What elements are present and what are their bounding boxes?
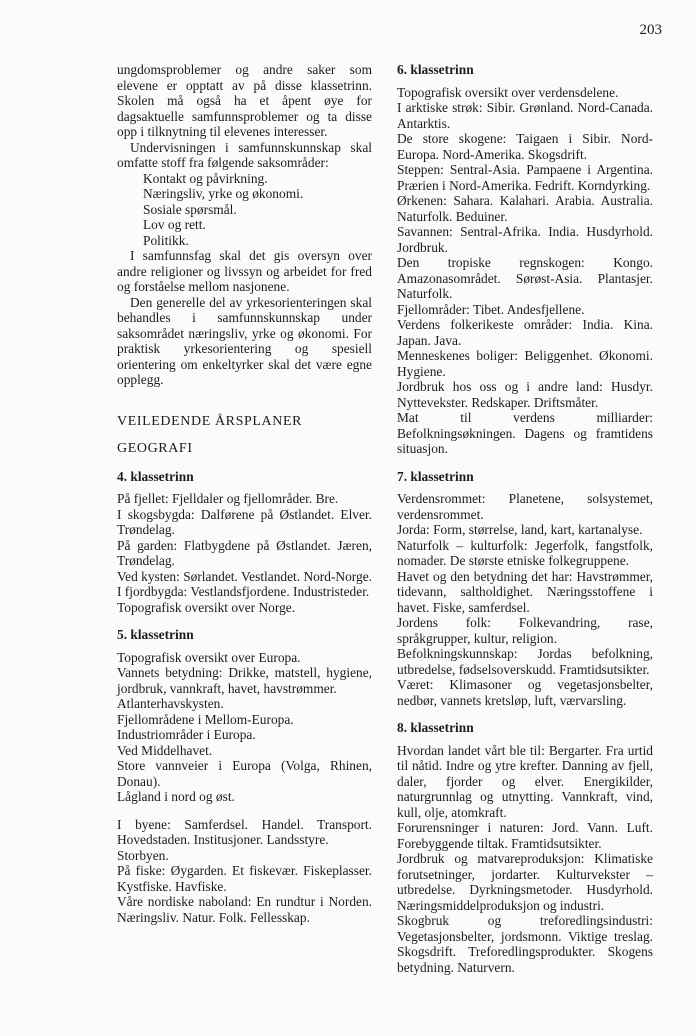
plan-line: I byene: Samferdsel. Handel. Transport. Hovedstaden. Institusjoner. Landsstyre. [117, 816, 372, 847]
plan-line: Topografisk oversikt over Norge. [117, 599, 296, 615]
grade-heading: 8. klassetrinn [397, 720, 474, 735]
plan-line: Storbyen. [117, 847, 169, 863]
plan-line: Jordbruk hos oss og i andre land: Husdyr. Nyttevekster. Redskaper. Driftsmåter. [397, 379, 653, 410]
plan-line: I arktiske strøk: Sibir. Grønland. Nord-Canada. Antarktis. [397, 100, 653, 131]
plan-line: Verdens folkerikeste områder: India. Kina. Japan. Java. [397, 317, 653, 348]
plan-line: Forurensninger i naturen: Jord. Vann. Luft. Forebyggende tiltak. Framtidsutsikter. [397, 820, 653, 851]
plan-line: Ørkenen: Sahara. Kalahari. Arabia. Australia. Naturfolk. Beduiner. [397, 193, 653, 224]
page-number: 203 [639, 22, 662, 38]
plan-line: Topografisk oversikt over verdensdelene. [397, 84, 619, 100]
subject-area-item: Politikk. [143, 232, 189, 248]
plan-line: Fjellområder: Tibet. Andesfjellene. [397, 301, 585, 317]
intro-paragraph: ungdomsproblemer og andre saker som elevene er opptatt av på disse klassetrinn. Skolen må også ha et åpent øye for dagsaktuelle samfunnsproblemer og ta disse opp i tilknytning til elevenes interesser. [117, 62, 372, 139]
body-paragraph: I samfunnsfag skal det gis oversyn over andre religioner og livssyn og arbeidet for fred og forståelse mellom nasjonene. [117, 248, 372, 294]
plan-line: Fjellområdene i Mellom-Europa. [117, 711, 294, 727]
grade-heading: 6. klassetrinn [397, 62, 474, 77]
plan-line: Været: Klimasoner og vegetasjonsbelter, nedbør, vannets kretsløp, luft, værvarsling. [397, 677, 653, 708]
plan-line: Savannen: Sentral-Afrika. India. Husdyrhold. Jordbruk. [397, 224, 653, 255]
plan-line: Havet og den betydning det har: Havstrømmer, tidevann, saltholdighet. Næringsstoffene i havet. Fiske, samferdsel. [397, 568, 653, 615]
section-heading: VEILEDENDE ÅRSPLANER [117, 413, 303, 429]
grade-heading: 4. klassetrinn [117, 468, 194, 484]
plan-line: Industriområder i Europa. [117, 727, 256, 742]
plan-line: Verdensrommet: Planetene, solsystemet, verdensrommet. [397, 491, 653, 522]
intro-paragraph: Undervisningen i samfunnskunnskap skal omfatte stoff fra følgende saksområder: [117, 139, 372, 170]
plan-line: Atlanterhavskysten. [117, 696, 224, 711]
body-paragraph: Den generelle del av yrkesorienteringen skal behandles i samfunnskunnskap under saksområdet næringsliv, yrke og økonomi. For praktisk yrkesorientering og spesiell orientering om enkeltyrker skal det være egne opplegg. [117, 294, 372, 387]
left-column [117, 62, 372, 925]
plan-line: Jordbruk og matvareproduksjon: Klimatiske forutsetninger, jordarter. Kulturvekster – utbredelse. Dyrkningsmetoder. Husdyrhold. Næringsmiddelproduksjon og industri. [397, 851, 653, 913]
plan-line: Hvordan landet vårt ble til: Bergarter. Fra urtid til nåtid. Indre og ytre krefter. Danning av fjell, daler, fjorder og elver. Energikilder, naturgrunnlag og utnytting. Vannkraft, vind, kull, olje, atomkraft. [397, 742, 653, 820]
plan-line: På fiske: Øygarden. Et fiskevær. Fiskeplasser. Kystfiske. Havfiske. [117, 863, 372, 894]
plan-line: Lågland i nord og øst. [117, 789, 235, 804]
plan-line: Vannets betydning: Drikke, matstell, hygiene, jordbruk, vannkraft, havet, havstrømmer. [117, 665, 372, 696]
plan-line: Ved Middelhavet. [117, 742, 213, 758]
subject-area-item: Sosiale spørsmål. [143, 201, 237, 217]
plan-line: På fjellet: Fjelldaler og fjellområder. Bre. [117, 491, 339, 506]
plan-line: De store skogene: Taigaen i Sibir. Nord-Europa. Nord-Amerika. Skogsdrift. [397, 131, 653, 162]
plan-line: Befolkningskunnskap: Jordas befolkning, utbredelse, fødselsoverskudd. Framtidsutsikter. [397, 646, 653, 677]
subject-heading: GEOGRAFI [117, 441, 193, 456]
subject-area-item: Kontakt og påvirkning. [143, 170, 268, 186]
subject-area-item: Næringsliv, yrke og økonomi. [143, 186, 304, 201]
grade-heading: 5. klassetrinn [117, 627, 194, 642]
plan-line: Menneskenes boliger: Beliggenhet. Økonomi. Hygiene. [397, 348, 653, 379]
plan-line: I fjordbygda: Vestlandsfjordene. Industristeder. [117, 584, 370, 599]
plan-line: Naturfolk – kulturfolk: Jegerfolk, fangstfolk, nomader. De største etniske folkegruppene. [397, 537, 653, 568]
plan-line: Topografisk oversikt over Europa. [117, 649, 301, 665]
subject-area-item: Lov og rett. [143, 217, 206, 232]
plan-line: I skogsbygda: Dalførene på Østlandet. Elver. Trøndelag. [117, 506, 372, 537]
plan-line: På garden: Flatbygdene på Østlandet. Jæren, Trøndelag. [117, 537, 372, 568]
plan-line: Store vannveier i Europa (Volga, Rhinen, Donau). [117, 758, 372, 789]
plan-line: Mat til verdens milliarder: Befolkningsøkningen. Dagens og framtidens situasjon. [397, 410, 653, 456]
plan-line: Jorda: Form, størrelse, land, kart, kartanalyse. [397, 522, 643, 537]
plan-line: Ved kysten: Sørlandet. Vestlandet. Nord-Norge. [117, 568, 372, 584]
plan-line: Skogbruk og treforedlingsindustri: Vegetasjonsbelter, jordsmonn. Viktige treslag. Skogsdrift. Treforedlingsprodukter. Skogens betydning. Naturvern. [397, 913, 653, 975]
right-column [397, 62, 653, 975]
grade-heading: 7. klassetrinn [397, 468, 474, 484]
plan-line: Våre nordiske naboland: En rundtur i Norden. Næringsliv. Natur. Folk. Fellesskap. [117, 894, 372, 925]
plan-line: Steppen: Sentral-Asia. Pampaene i Argentina. Prærien i Nord-Amerika. Fedrift. Korndyrking. [397, 162, 653, 193]
plan-line: Den tropiske regnskogen: Kongo. Amazonasområdet. Sørøst-Asia. Plantasjer. Naturfolk. [397, 255, 653, 301]
plan-line: Jordens folk: Folkevandring, rase, språkgrupper, kultur, religion. [397, 615, 653, 646]
